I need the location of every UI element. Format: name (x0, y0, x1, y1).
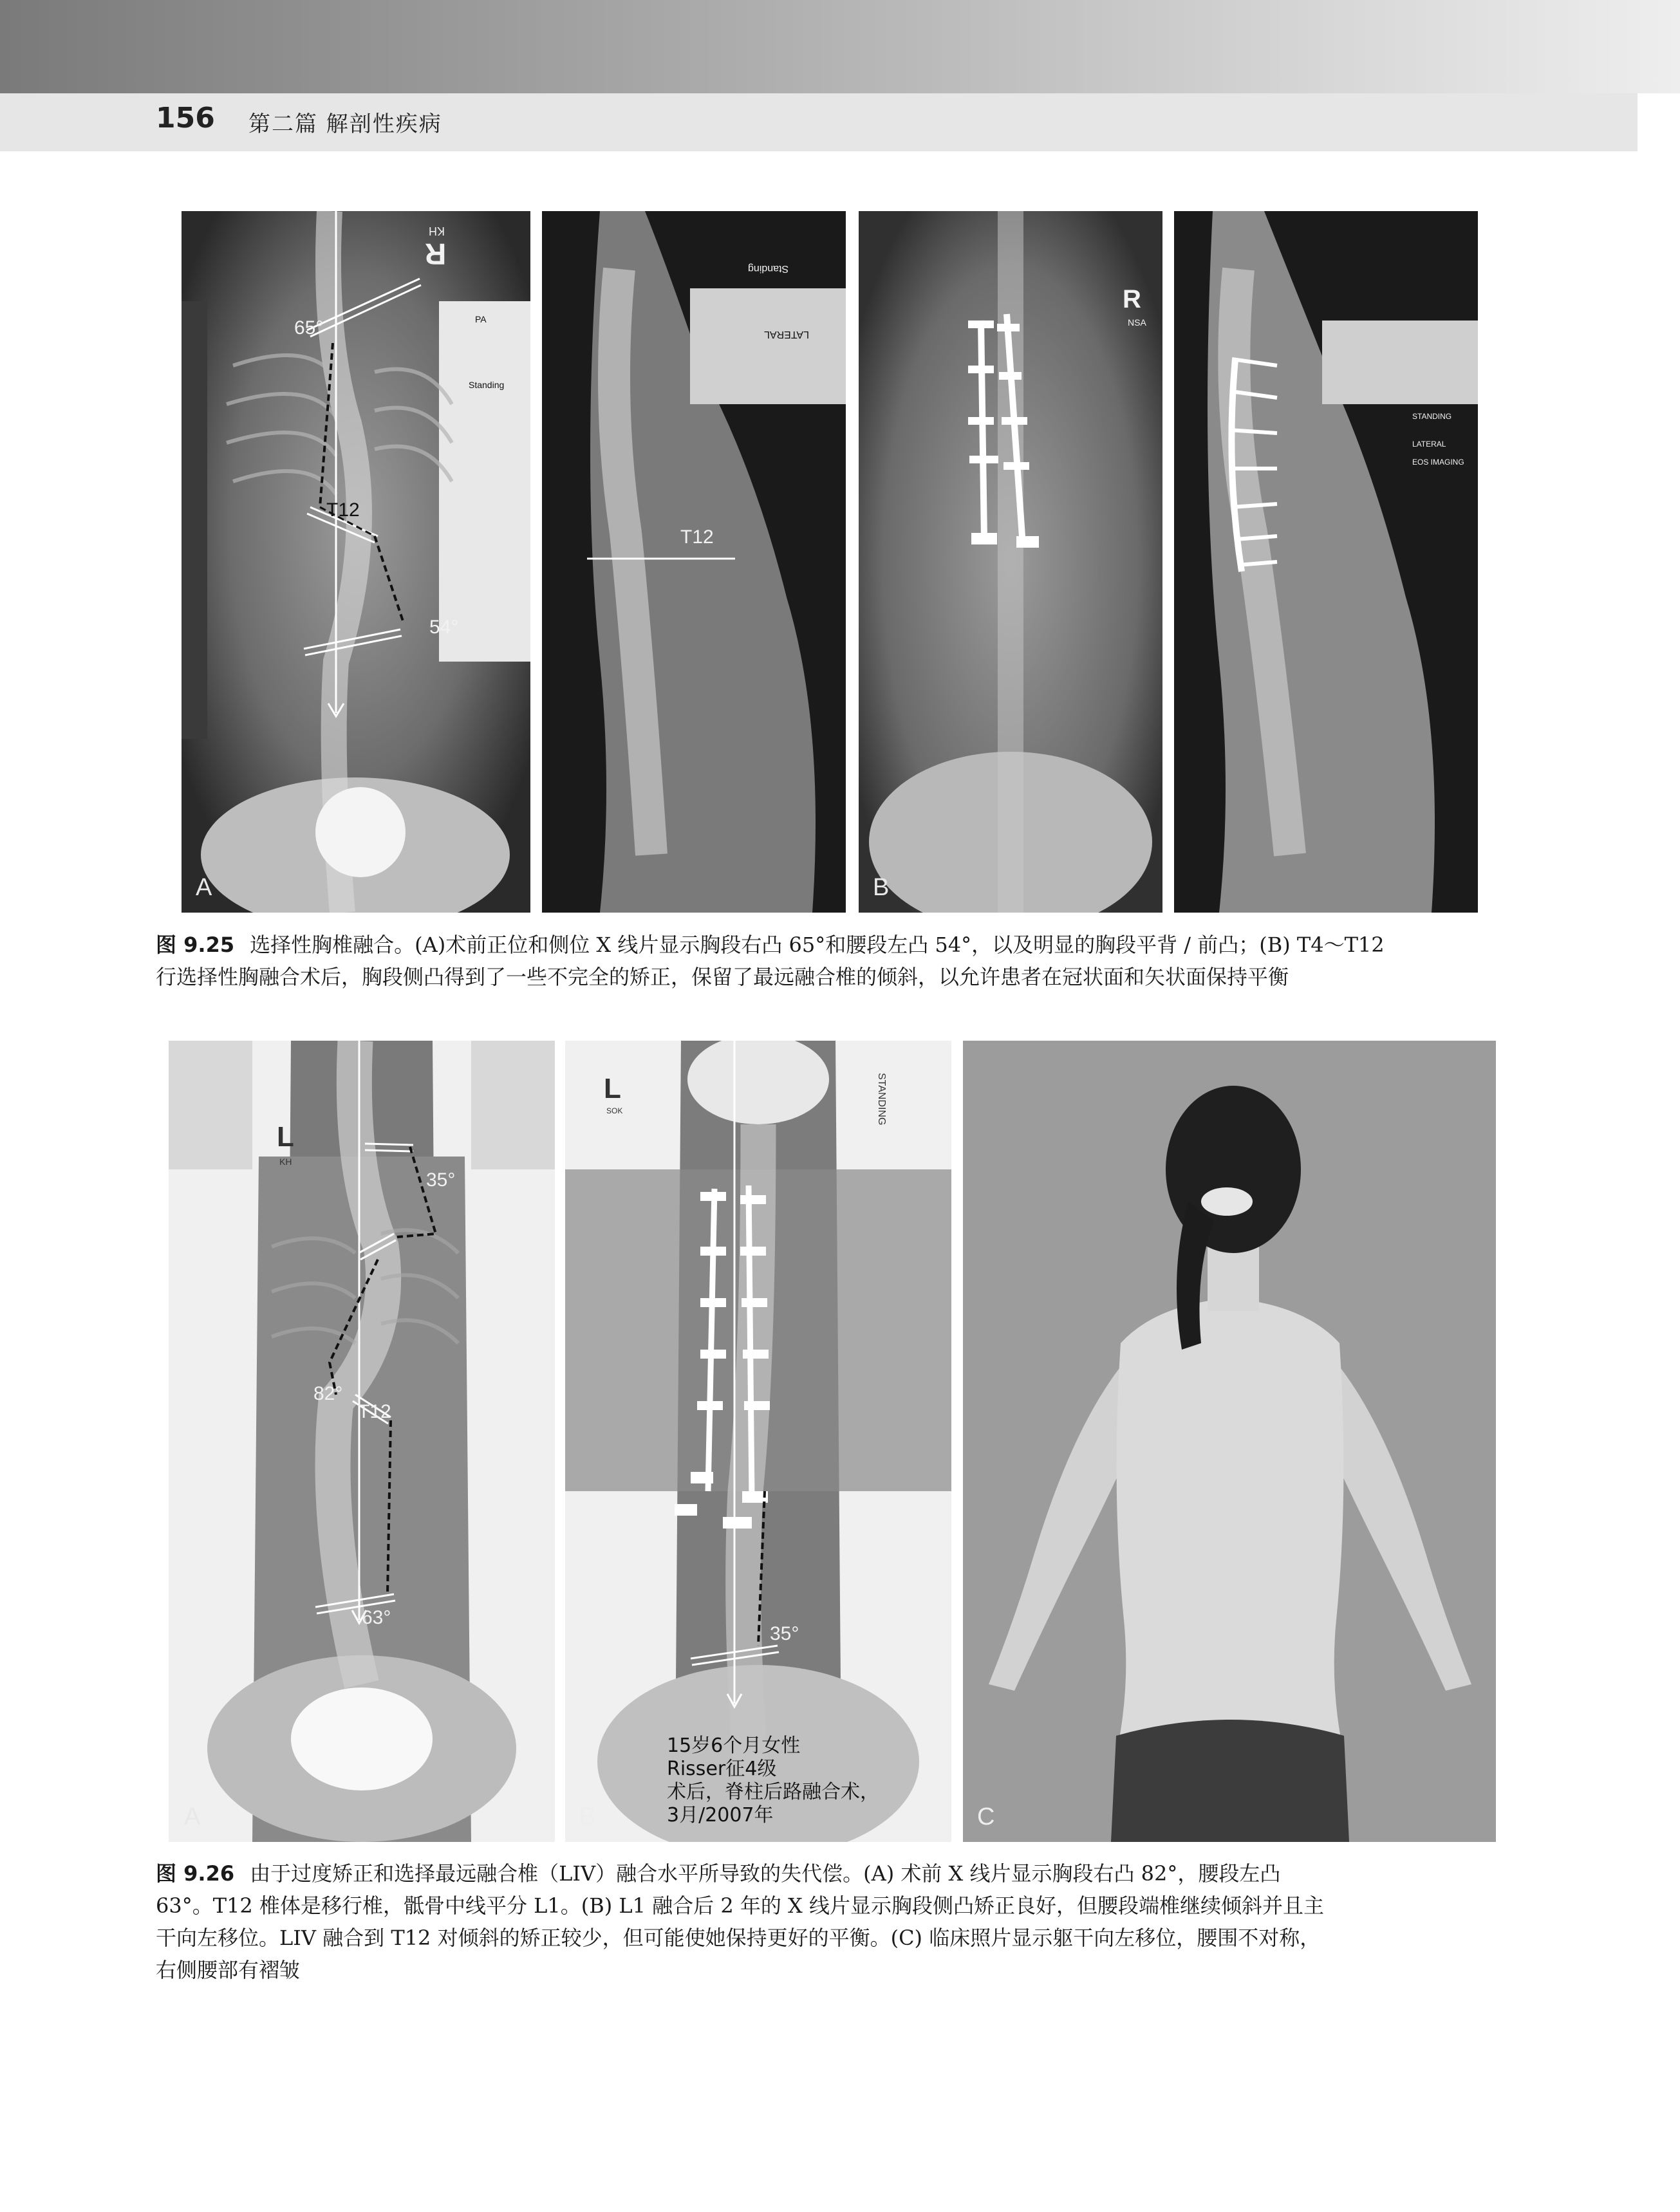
side-marker-small-926a: KH (279, 1157, 292, 1167)
panel-label-926b: B (579, 1803, 596, 1830)
caption-926-text2: 63°。T12 椎体是移行椎，骶骨中线平分 L1。(B) L1 融合后 2 年的 X 线片显示胸段侧凸矫正良好，但腰段端椎继续倾斜并且主 (156, 1893, 1325, 1918)
side-marker-l-926a: L (277, 1121, 294, 1153)
t12-label-lateral: T12 (680, 526, 714, 548)
caption-926-text3: 干向左移位。LIV 融合到 T12 对倾斜的矫正较少，但可能使她保持更好的平衡。(C) 临床照片显示躯干向左移位，腰围不对称， (156, 1926, 1321, 1950)
eos-imaging-text: EOS IMAGING (1412, 458, 1464, 467)
figure-label-926: 图 9.26 (156, 1861, 235, 1886)
caption-926-line1 (156, 1857, 1520, 1890)
page-number: 156 (156, 102, 215, 135)
patient-note-line1: 15岁6个月女性 (667, 1734, 801, 1757)
clinical-photo-926c (963, 1041, 1496, 1842)
panel-label-926a: A (184, 1803, 201, 1830)
figure-label-925: 图 9.25 (156, 933, 235, 957)
side-marker-small-926b: SOK (606, 1106, 623, 1115)
running-title: 第二篇 解剖性疾病 (248, 111, 442, 137)
pa-text: PA (475, 314, 487, 324)
xray-fig926-a (169, 1041, 555, 1842)
angle-35-top: 35° (426, 1169, 456, 1191)
angle-35-bottom: 35° (770, 1623, 799, 1644)
panel-label-b: B (873, 874, 890, 901)
caption-fig-9-25 (156, 929, 1520, 993)
angle-65-label: 65° (294, 317, 324, 339)
caption-fig-9-26 (156, 1857, 1520, 1986)
patient-note (667, 1734, 879, 1827)
standing-text-926b: STANDING (876, 1073, 887, 1126)
header-band (0, 93, 1638, 151)
caption-926-text1: 由于过度矫正和选择最远融合椎（LIV）融合水平所导致的失代偿。(A) 术前 X 线片显示胸段右凸 82°，腰段左凸 (250, 1861, 1281, 1886)
angle-63: 63° (362, 1607, 391, 1628)
lateral-text-eos: LATERAL (1412, 440, 1446, 449)
side-marker-small-b: NSA (1128, 317, 1146, 328)
angle-82: 82° (313, 1383, 343, 1404)
caption-925-line1 (156, 929, 1520, 961)
standing-text: Standing (469, 380, 505, 390)
patient-note-line4: 3月/2007年 (667, 1804, 774, 1826)
t12-label-926a: T12 (358, 1401, 391, 1422)
xray-fig925-b-lateral (1174, 211, 1478, 913)
angle-54-label: 54° (429, 617, 459, 638)
panel-label-a: A (196, 874, 212, 901)
standing-text-lateral: Standing (748, 263, 789, 274)
xray-fig926-b (565, 1041, 951, 1842)
side-marker-small: KH (429, 225, 445, 237)
lateral-text: LATERAL (764, 329, 809, 340)
side-marker-r-b: R (1123, 285, 1141, 313)
caption-925-text1: 选择性胸椎融合。(A)术前正位和侧位 X 线片显示胸段右凸 65°和腰段左凸 54°，以及明显的胸段平背 / 前凸；(B) T4～T12 (250, 933, 1385, 957)
side-marker-r: R (425, 237, 447, 271)
caption-926-text4: 右侧腰部有褶皱 (156, 1958, 301, 1982)
patient-note-line3: 术后，脊柱后路融合术， (667, 1781, 879, 1803)
patient-note-line2: Risser征4级 (667, 1758, 777, 1780)
standing-text-eos: STANDING (1412, 412, 1452, 421)
t12-label: T12 (326, 499, 360, 521)
top-gradient-band (0, 0, 1680, 93)
xray-fig925-a-lateral (542, 211, 846, 913)
xray-fig925-a-pa (182, 211, 530, 913)
panel-label-926c: C (977, 1803, 995, 1830)
side-marker-l-926b: L (604, 1073, 621, 1104)
xray-fig925-b-pa (859, 211, 1162, 913)
caption-925-text2: 行选择性胸融合术后，胸段侧凸得到了一些不完全的矫正，保留了最远融合椎的倾斜，以允许患者在冠状面和矢状面保持平衡 (156, 965, 1289, 989)
